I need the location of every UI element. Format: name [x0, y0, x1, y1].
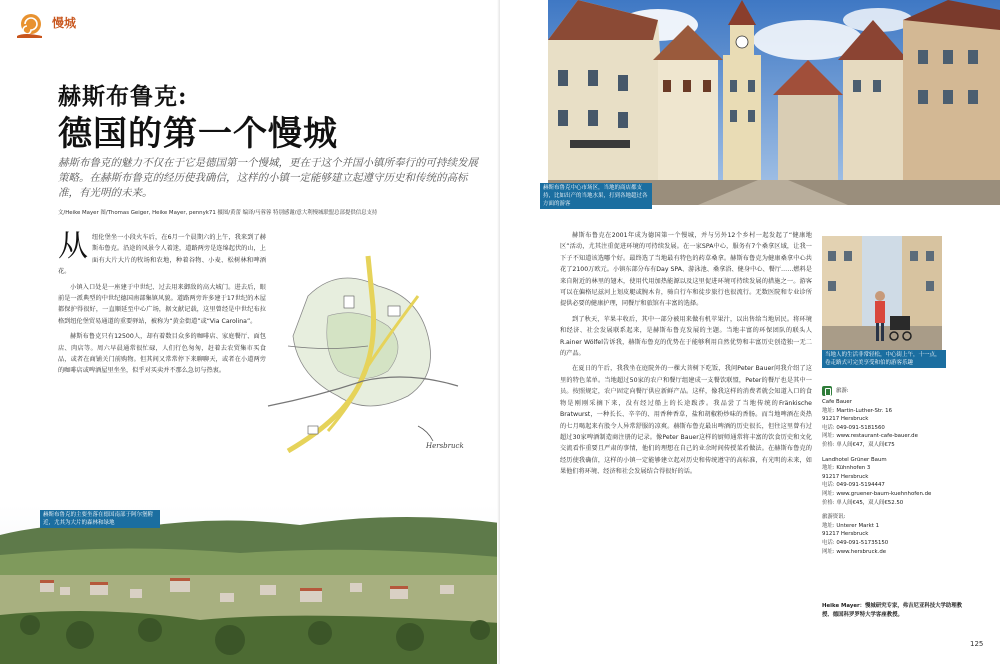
- info-line: 电话: 049-091-51735150: [822, 539, 889, 546]
- article-title-line2: 德国的第一个慢城: [58, 114, 338, 154]
- svg-text:Hersbruck: Hersbruck: [426, 442, 464, 450]
- town-map-illustration: [268, 256, 464, 456]
- section-tag: 慢城: [52, 16, 77, 30]
- right-page: [500, 0, 1000, 664]
- info-entry: [822, 398, 962, 450]
- info-icon: [822, 386, 832, 396]
- article-credits: 文/Heike Mayer 图/Thomas Geiger, Heike Mayer, pennyk71 摄图/黄蕾 编译/马蓉蓉 特别感谢/意大利慢城联盟总部提供信息支持: [58, 210, 378, 216]
- info-line: 地址: Kühnhofen 3: [822, 465, 871, 472]
- paragraph: 赫斯布鲁克只有12500人，却有着数目众多的咖啡店、家庭餐厅、面包店、肉店等。周六早晨通常很忙碌，人们行色匆匆，赶着去农贸集市买食品，或者在商铺关门前购物。但其间又常常停下来聊聊天，或者在小道两旁的咖啡店或啤酒屋里坐坐，似乎对买卖并不那么急切与热衷。: [58, 333, 266, 375]
- snail-logo-icon: [14, 10, 46, 42]
- page-number: 125: [970, 640, 984, 648]
- info-entry-name: Cafe Bauer: [822, 399, 852, 405]
- travel-info-box: [822, 386, 962, 562]
- paragraph: 到了秋天，苹果丰收后，其中一部分被用来做有机苹果汁，以出售给当地居民。将环境和经济、社会发展联系起来，是赫斯布鲁克发展的主题。当地丰富的环保团队的联头人R.ainer Wölfel告诉我，赫斯布鲁克的优势在于能够利用自然优势和丰富历史创造独一无二的产品。: [560, 315, 812, 358]
- info-line: 网址: www.gruener-baum-kuehnhofen.de: [822, 490, 932, 497]
- info-line: 91217 Hersbruck: [822, 416, 869, 423]
- paragraph: [58, 229, 266, 278]
- article-lede: 赫斯布鲁克的魅力不仅在于它是德国第一个慢城，更在于这个并国小镇所奉行的可持续发展策略。在赫斯布鲁克的经历使我确信，这样的小镇一定能够建立起遵守历史和传统的高标准，有光明的未来。: [58, 157, 478, 199]
- info-line: 电话: 049-091-5181560: [822, 424, 885, 431]
- info-entry-name: Landhotel Grüner Baum: [822, 456, 887, 463]
- info-title: 旅游:: [836, 387, 849, 394]
- article-title-line1: 赫斯布鲁克:: [58, 83, 188, 110]
- info-line: 价格: 单人间€45，双人间€52.50: [822, 499, 904, 506]
- info-line: 价格: 单人间€47，双人间€75: [822, 441, 895, 448]
- info-line: 电话: 049-091-5194447: [822, 482, 885, 489]
- dropcap: 从: [58, 229, 88, 264]
- info-line: 网址: www.hersbruck.de: [822, 548, 887, 555]
- paragraph: 在夏日的午后，我我坐在庭院外的一棵大菩树下吃饭，我问Peter Bauer问我介绍了这里的特色菜单。当地超过50家的农户和餐厅组建成一支餐饮联盟，Peter的餐厅也是其中一员。按照规定，农户固定向餐厅供应新鲜产品。这样，像我这样的消费者就会知道入口的食物是刚刚采摘下来，没有经过船上的长途跋涉。我品尝了当地传统的Fränkische Bratwurst，一种长长、辛辛的、用香种香草，盐和胡椒粉炒味的香肠。而当地啤酒在炎热的七月喝起来有股令人异常舒服的凉爽。赫斯布鲁克最出啤酒的历史很长，但往这里曾有过超过30家啤酒制造商注册的记录。像Peter Bauer这样的厨师通常将丰富的饮食历史和文化交流看作重要且严肃的事情，他们的理想在自己的业余时间传授菜肴做法。在赫斯布鲁克的经历使我确信，这样的小镇一定能够建立起对历史和传统遵守的高标准，有光明的未来，如果他们将环境、经济和社会发展结合得很好的话。: [560, 365, 812, 476]
- info-header: [822, 386, 962, 396]
- info-entry: [822, 513, 962, 556]
- info-entry-name: 旅游资讯:: [822, 514, 846, 521]
- street-walk-photo: [822, 236, 942, 358]
- paragraph-text: 纽伦堡坐一小段火车后，在6月一个晨期六的上午，我来到了赫斯布鲁克。沿途的风景令人着迷，道路两旁是连绵起伏的山，上面有大片大片的牧场和农地，种着谷物、小麦、松树林和啤酒花。: [58, 234, 266, 276]
- right-body-column: [560, 230, 812, 482]
- town-square-photo: [548, 0, 1000, 205]
- left-body-column: [58, 229, 266, 381]
- info-line: 地址: Martin-Luther-Str. 16: [822, 407, 893, 414]
- paragraph: 小镇入口处是一座建于中世纪、过去用来御敌的高大城门。进去后，眼前是一派典型的中世纪德国南部集镇风貌。道路两旁许多建于17世纪的木屋都保护得很好，一直顺延至中心广场，据文献记载，这里曾经是中世纪布拉格到纽伦堡贸易通道的重要驿站，被称为“黄金街道”或“Via Carolina”。: [58, 283, 266, 325]
- town-caption: 赫斯布鲁克中心市场区，当地的商店都支持，比如出产的当地水果，打到各地超过各方面的游客: [540, 183, 652, 209]
- info-line: 地址: Unterer Markt 1: [822, 522, 880, 529]
- landscape-caption: 赫斯布鲁克的主要坐落在德国南部于阿尔堡附近，尤其为大片的森林和绿地: [40, 510, 160, 528]
- info-entry: [822, 456, 962, 508]
- info-line: 91217 Hersbruck: [822, 473, 869, 480]
- walk-caption: 当地人的生活非常轻松，中心街上午，十一点，卷走路式可完美享受和伯的游客乐趣: [822, 350, 946, 368]
- info-line: 91217 Hersbruck: [822, 531, 869, 538]
- paragraph: 赫斯布鲁克在2001年成为德国第一个慢城，并与另外12个乡村一起发起了“健康地区”活动，尤其注重促进环境的可持续发展。在一家SPA中心，服务有7个桑拿区域，让我一下子不知道该选哪个好。最终选了当地最有特色的药草桑拿。赫斯布鲁克为健康桑拿中心共花了2100万欧元。小镇东部分布有Day SPA、游泳池、桑拿浴、健身中心、餐厅……燃料是来自附近的林里的翅木，使用代用加热能源以及这里促进环境可持续发展的措施之一。游客可以在偏格尼兹河上划皮艇或腕木肯，骑自行车和徒步旅行也很流行。无数医院和专业诊所提供必要的健康护理，同餐厅和旅馆有丰富的选择。: [560, 232, 812, 308]
- author-note: Heike Mayer：慢城研究专家，弗吉尼亚科技大学助理教授、德国科罗罗特大学客座教授。: [822, 603, 963, 618]
- info-line: 网址: www.restaurant-cafe-bauer.de: [822, 433, 918, 440]
- landscape-photo: [0, 505, 500, 664]
